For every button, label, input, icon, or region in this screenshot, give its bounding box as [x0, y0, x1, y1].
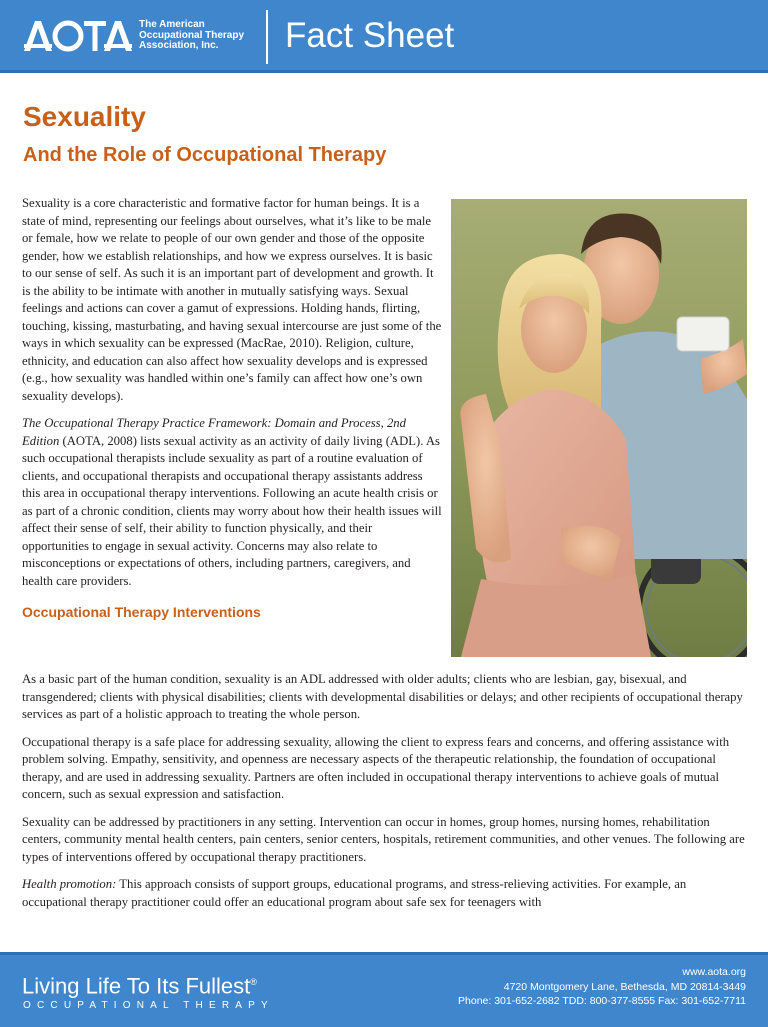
footer-phones: Phone: 301-652-2682 TDD: 800-377-8555 Fax: 301-652-7711	[458, 995, 746, 1007]
health-promotion-paragraph	[22, 876, 746, 911]
org-name	[139, 20, 259, 52]
org-name-line: Occupational Therapy	[139, 29, 245, 41]
page-subtitle: And the Role of Occupational Therapy	[23, 144, 387, 166]
website-link[interactable]: www.aota.org	[682, 966, 746, 978]
aota-logo	[24, 20, 132, 52]
footer-tagline-sub: OCCUPATIONAL THERAPY	[23, 1000, 274, 1011]
intervention-paragraph: As a basic part of the human condition, sexuality is an ADL addressed with older adults; clients who are lesbian, gay, bisexual, and transgendered; clients with physical disabilities; clients with developmental disabilities or delays; and other recipients of occupational therapy services as part of a holistic approach to treating the whole person.	[22, 672, 743, 721]
header-bar	[0, 0, 768, 73]
intro-column	[22, 195, 442, 626]
framework-title: The Occupational Therapy Practice Framework: Domain and Process, 2nd Edition	[22, 416, 406, 448]
health-promotion-text: This approach consists of support groups, educational programs, and stress-relieving activities. For example, an occupational therapy practitioner could offer an educational program about safe sex for teenagers with	[22, 877, 687, 909]
page-title: Sexuality	[23, 101, 146, 132]
footer-address: 4720 Montgomery Lane, Bethesda, MD 20814-3449	[503, 980, 746, 993]
footer-contact	[458, 965, 746, 1009]
section-heading-interventions: Occupational Therapy Interventions	[22, 604, 261, 620]
aota-logo-mark-icon	[24, 20, 132, 52]
interventions-section	[22, 671, 746, 921]
couple-photo-image	[451, 199, 747, 657]
org-name-line: Association, Inc.	[139, 40, 219, 51]
intervention-paragraph: Occupational therapy is a safe place for addressing sexuality, allowing the client to express fears and concerns, and offering assistance with problem solving. Empathy, sensitivity, and openness are necessary aspects of the therapeutic relationship, the foundation of occupational therapy, and are used in addressing sexuality. Partners are often included in occupational therapy interventions to achieve goals of mutual concern, such as sexual expression and satisfaction.	[22, 734, 730, 801]
framework-paragraph	[22, 415, 442, 590]
footer-bar	[0, 952, 768, 1027]
framework-text: (AOTA, 2008) lists sexual activity as an activity of daily living (ADL). As such occupational therapists include sexuality as part of a routine evaluation of clients, and occupational therapists and occupational therapy assistants address this area in occupational therapy interventions. Following an acute health crisis or as part of a chronic condition, clients may worry about how their health issues will affect their sense of self, their ability to function physically, and their opportunities to engage in sexual activity. Concerns may also relate to misconceptions or expectations of others, including partners, caregivers, and health care providers.	[22, 433, 442, 588]
registered-mark: ®	[250, 977, 257, 987]
couple-photo	[451, 199, 747, 657]
health-promotion-label: Health promotion:	[22, 877, 117, 891]
header-divider	[266, 10, 268, 64]
footer-tagline	[22, 969, 257, 999]
header-title: Fact Sheet	[285, 16, 455, 55]
org-name-line: The American	[139, 19, 205, 30]
intro-paragraph: Sexuality is a core characteristic and formative factor for human beings. It is a state of mind, representing our feelings about ourselves, what it’s like to be male or female, how we relate to people of our own gender and those of the opposite gender, how we establish relationships, and how we express ourselves. It is basic to our sense of self. As such it is an important part of development and growth. It is the ability to be intimate with another in mutually satisfying ways. Sexual feelings and actions can cover a gamut of expressions. Holding hands, flirting, touching, kissing, masturbating, and having sexual intercourse are just some of the ways in which sexuality can be expressed (MacRae, 2010). Religion, culture, ethnicity, and education can also affect how sexuality develops and is expressed (e.g., how sexuality was handled within one’s family can affect how one’s own sexuality develops).	[22, 196, 442, 403]
footer-tagline-text: Living Life To Its Fullest	[22, 973, 251, 999]
intervention-paragraph: Sexuality can be addressed by practitioners in any setting. Intervention can occur in homes, group homes, nursing homes, rehabilitation centers, community mental health centers, pain centers, senior centers, hospitals, retirement communities, and other venues. The following are types of interventions offered by occupational therapy practitioners.	[22, 814, 745, 864]
